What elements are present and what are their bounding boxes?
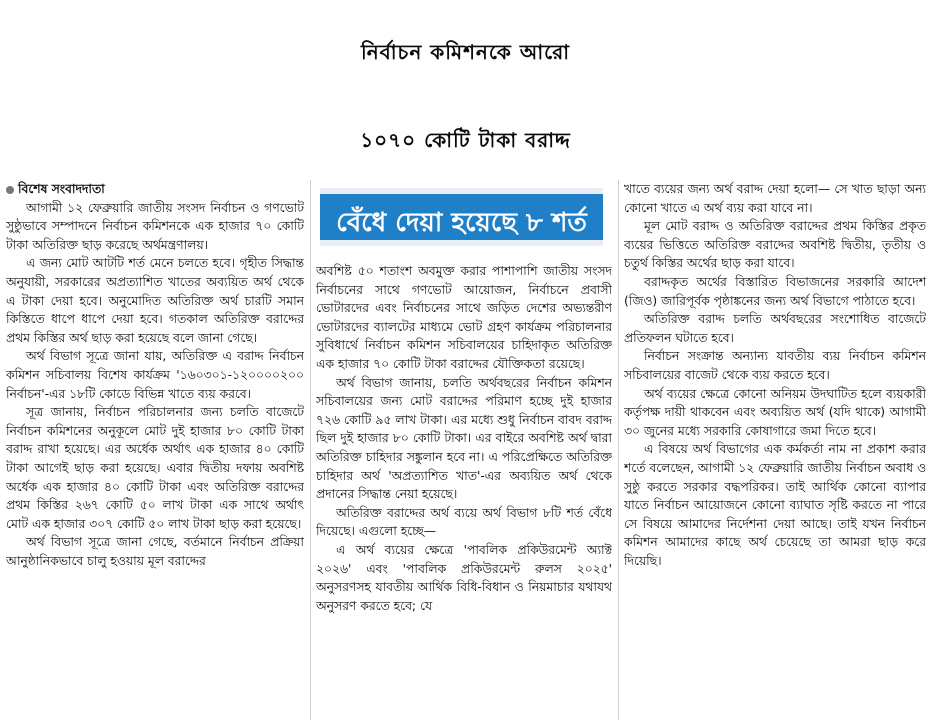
- paragraph: এ জন্য মোট আটটি শর্ত মেনে চলতে হবে। গৃহীত সিদ্ধান্ত অনুযায়ী, সরকারের অপ্রত্যাশিত খাতের অব্যয়িত অর্থ থেকে এ টাকা দেয়া হবে। অনুমোদিত অতিরিক্ত অর্থ চারটি সমান কিস্তিতে ধাপে ধাপে দেয়া হবে। গতকাল অতিরিক্ত বরাদ্দের প্রথম কিস্তির অর্থ ছাড় করা হয়েছে বলে জানা গেছে।: [6, 256, 304, 345]
- paragraph: অর্থ বিভাগ সূত্রে জানা গেছে, বর্তমানে নির্বাচন প্রক্রিয়া আনুষ্ঠানিকভাবে চালু হওয়ায় মূল বরাদ্দের: [6, 535, 304, 568]
- paragraph: অতিরিক্ত বরাদ্দ চলতি অর্থবছরের সংশোধিত বাজেটে প্রতিফলন ঘটাতে হবে।: [624, 312, 926, 345]
- article-column-2: [316, 262, 612, 720]
- article-column-3: [624, 180, 926, 720]
- paragraph: বরাদ্দকৃত অর্থের বিস্তারিত বিভাজনের সরকারি আদেশ (জিও) জারিপূর্বক পৃষ্ঠাঙ্কনের জন্য অর্থ বিভাগে পাঠাতে হবে।: [624, 274, 926, 308]
- byline-text: বিশেষ সংবাদদাতা: [18, 182, 105, 196]
- paragraph: মূল মোট বরাদ্দ ও অতিরিক্ত বরাদ্দের প্রথম কিস্তির প্রকৃত ব্যয়ের ভিত্তিতে অতিরিক্ত বরাদ্দের অবশিষ্ট দ্বিতীয়, তৃতীয় ও চতুর্থ কিস্তির অর্থের ছাড় করা যাবে।: [624, 219, 926, 271]
- paragraph: অবশিষ্ট ৫০ শতাংশ অবমুক্ত করার পাশাপাশি জাতীয় সংসদ নির্বাচনের সাথে গণভোট আয়োজন, নির্বাচনে প্রবাসী ভোটারদের এবং নির্বাচনের সাথে জড়িত দেশের অভ্যন্তরীণ ভোটারদের ব্যালটের মাধ্যমে ভোট গ্রহণ কার্যক্রম পরিচালনার সুবিধার্থে নির্বাচন কমিশন সচিবালয়ের চাহিদাকৃত অতিরিক্ত এক হাজার ৭০ কোটি টাকা বরাদ্দের যৌক্তিকতা রয়েছে।: [316, 264, 612, 371]
- article-column-1: [6, 180, 304, 720]
- headline-line-1: নির্বাচন কমিশনকে আরো: [360, 40, 571, 64]
- headline-line-2: ১০৭০ কোটি টাকা বরাদ্দ: [360, 128, 571, 152]
- bullet-icon: [6, 186, 14, 194]
- paragraph: অর্থ ব্যয়ের ক্ষেত্রে কোনো অনিয়ম উদঘাটিত হলে ব্যয়কারী কর্তৃপক্ষ দায়ী থাকবেন এবং অব্যয়িত অর্থ (যদি থাকে) আগামী ৩০ জুনের মধ্যে সরকারি কোষাগারে জমা দিতে হবে।: [624, 386, 926, 438]
- paragraph: সূত্র জানায়, নির্বাচন পরিচালনার জন্য চলতি বাজেটে নির্বাচন কমিশনের অনুকূলে মোট দুই হাজার ৮০ কোটি টাকা বরাদ্দ রাখা হয়েছে। এর অর্ধেক অর্থাৎ এক হাজার ৪০ কোটি টাকা আগেই ছাড় করা হয়েছে। এবার দ্বিতীয় দফায় অবশিষ্ট অর্ধেক এক হাজার ৪০ কোটি টাকা এবং অতিরিক্ত বরাদ্দের প্রথম কিস্তির ২৬৭ কোটি ৫০ লাখ টাকা এক সাথে অর্থাৎ মোট এক হাজার ৩০৭ কোটি ৫০ লাখ টাকা ছাড় করা হয়েছে।: [6, 405, 304, 531]
- paragraph: এ বিষয়ে অর্থ বিভাগের এক কর্মকর্তা নাম না প্রকাশ করার শর্তে বলেছেন, আগামী ১২ ফেব্রুয়ারি জাতীয় নির্বাচন অবাধ ও সুষ্ঠু করতে সরকার বদ্ধপরিকর। তাই আর্থিক কোনো ব্যাপার যাতে নির্বাচন আয়োজনে কোনো ব্যাঘাত সৃষ্টি করতে না পারে সে বিষয়ে আমাদের নির্দেশনা দেয়া আছে। তাই যখন নির্বাচন কমিশন আমাদের কাছে অর্থ চেয়েছে তা আমরা ছাড় করে দিয়েছি।: [624, 442, 926, 568]
- byline: [6, 180, 304, 199]
- paragraph: আগামী ১২ ফেব্রুয়ারি জাতীয় সংসদ নির্বাচন ও গণভোট সুষ্ঠুভাবে সম্পাদনে নির্বাচন কমিশনকে এক হাজার ৭০ কোটি টাকা অতিরিক্ত ছাড় করেছে অর্থমন্ত্রণালয়।: [6, 200, 304, 252]
- column-divider: [310, 180, 311, 720]
- paragraph: নির্বাচন সংক্রান্ত অন্যান্য যাবতীয় ব্যয় নির্বাচন কমিশন সচিবালয়ের বাজেট থেকে ব্যয় করতে হবে।: [624, 349, 926, 382]
- subheadline-box: বেঁধে দেয়া হয়েছে ৮ শর্ত: [320, 188, 603, 246]
- paragraph: এ অর্থ ব্যয়ের ক্ষেত্রে 'পাবলিক প্রকিউরমেন্ট অ্যাক্ট ২০২৬' এবং 'পাবলিক প্রকিউরমেন্ট রুলস ২০২৫' অনুসরণসহ যাবতীয় আর্থিক বিধি-বিধান ও নিয়মাচার যথাযথ অনুসরণ করতে হবে; যে: [316, 542, 612, 613]
- column-divider: [618, 180, 619, 720]
- paragraph: অর্থ বিভাগ সূত্রে জানা যায়, অতিরিক্ত এ বরাদ্দ নির্বাচন কমিশন সচিবালয় বিশেষ কার্যক্রম '১৬০৩০১-১২০০০০২০০ নির্বাচন'-এর ১৮টি কোডে বিভিন্ন খাতে ব্যয় করবে।: [6, 349, 304, 401]
- paragraph: অর্থ বিভাগ জানায়, চলতি অর্থবছরের নির্বাচন কমিশন সচিবালয়ের জন্য মোট বরাদ্দের পরিমাণ হচ্ছে দুই হাজার ৭২৬ কোটি ৯৫ লাখ টাকা। এর মধ্যে শুধু নির্বাচন বাবদ বরাদ্দ ছিল দুই হাজার ৮০ কোটি টাকা। এর বাইরে অবশিষ্ট অর্থ দ্বারা অতিরিক্ত চাহিদার সঙ্কুলান হবে না। এ পরিপ্রেক্ষিতে অতিরিক্ত চাহিদার অর্থ 'অপ্রত্যাশিত খাত'-এর অব্যয়িত অর্থ থেকে প্রদানের সিদ্ধান্ত নেয়া হয়েছে।: [316, 375, 612, 502]
- paragraph: অতিরিক্ত বরাদ্দের অর্থ ব্যয়ে অর্থ বিভাগ ৮টি শর্ত বেঁধে দিয়েছে। এগুলো হচ্ছে—: [316, 505, 612, 539]
- paragraph: খাতে ব্যয়ের জন্য অর্থ বরাদ্দ দেয়া হলো— সে খাত ছাড়া অন্য কোনো খাতে এ অর্থ ব্যয় করা যাবে না।: [624, 182, 926, 215]
